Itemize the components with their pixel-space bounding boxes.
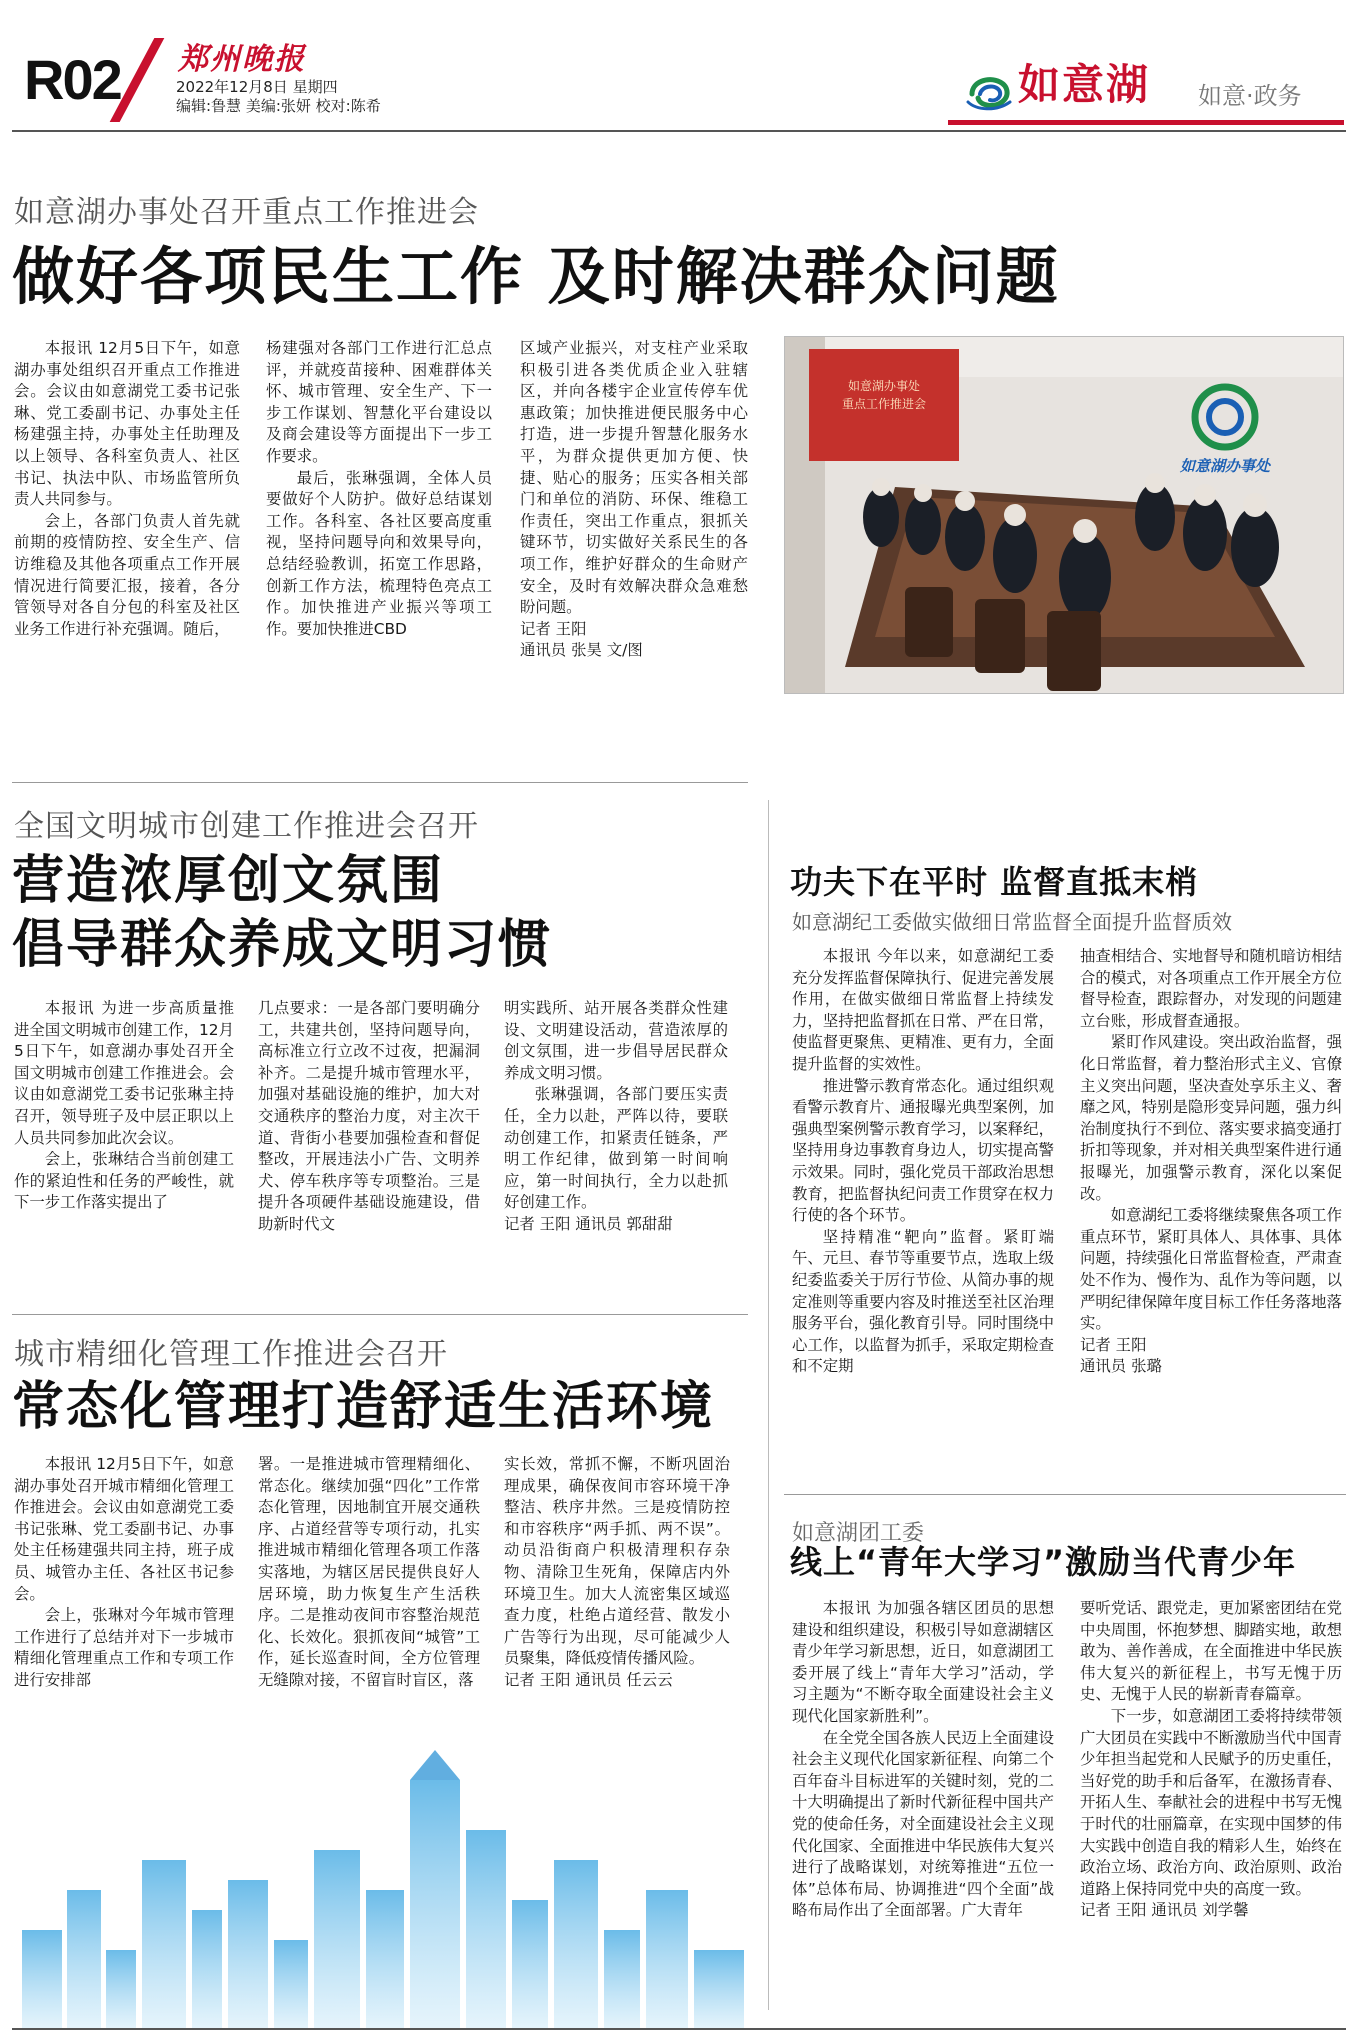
article1-byline-reporter: 记者 王阳 bbox=[520, 619, 587, 638]
page-number: R02 bbox=[24, 48, 121, 111]
article4-paragraph: 本报讯 12月5日下午，如意湖办事处召开城市精细化管理工作推进会。会议由如意湖党工委书记张琳、党工委副书记、办事处主任杨建强共同主持，班子成员、城管办主任、各社区书记参会。 bbox=[14, 1455, 234, 1603]
article1-column-1 bbox=[14, 338, 240, 698]
article2-column-2 bbox=[258, 998, 480, 1250]
article3-subtitle: 如意湖纪工委做实做细日常监督全面提升监督质效 bbox=[792, 910, 1232, 934]
article2-headline-line2: 倡导群众养成文明习惯 bbox=[12, 915, 553, 975]
article3-byline-reporter: 记者 王阳 bbox=[1080, 1335, 1147, 1354]
newspaper-name: 郑州晚报 bbox=[178, 42, 306, 77]
section-name: 如意湖 bbox=[1018, 60, 1151, 109]
article2-paragraph: 几点要求：一是各部门要明确分工，共建共创，坚持问题导向，高标准立行立改不过夜，把漏洞补齐。二是提升城市管理水平，加强对基础设施的维护，加大对交通秩序的整治力度，对主次干道、背街小巷要加强检查和督促整改，开展违法小广告、文明养犬、停车秩序等专项整治。三是提升各项硬件基础设施建设，借助新时代文 bbox=[258, 999, 480, 1233]
article1-headline: 做好各项民生工作 及时解决群众问题 bbox=[12, 240, 1060, 313]
city-skyline-illustration bbox=[12, 1740, 752, 2030]
article5-column-1 bbox=[792, 1598, 1054, 2020]
article1-paragraph: 会上，各部门负责人首先就前期的疫情防控、安全生产、信访维稳及其他各项重点工作开展情况进行简要汇报，接着，各分管领导对各自分包的科室及社区业务工作进行补充强调。随后， bbox=[14, 511, 240, 638]
issue-date: 2022年12月8日 星期四 bbox=[176, 78, 338, 96]
article1-kicker: 如意湖办事处召开重点工作推进会 bbox=[14, 195, 479, 230]
section-subtitle: 如意·政务 bbox=[1198, 82, 1302, 110]
article4-top-rule bbox=[12, 1314, 748, 1315]
article5-paragraph: 下一步，如意湖团工委将持续带领广大团员在实践中不断激励当代中国青少年担当起党和人民赋予的历史重任，当好党的助手和后备军，在激扬青春、开拓人生、奉献社会的进程中书写无愧于时代的壮丽篇章，在实现中国梦的伟大实践中创造自我的精彩人生，始终在政治立场、政治方向、政治原则、政治道路上保持同党中央的高度一致。 bbox=[1080, 1706, 1342, 1898]
meeting-photo bbox=[784, 336, 1344, 694]
article4-kicker: 城市精细化管理工作推进会召开 bbox=[14, 1337, 448, 1372]
article2-headline-line1: 营造浓厚创文氛围 bbox=[12, 851, 445, 911]
article4-paragraph: 会上，张琳对今年城市管理工作进行了总结并对下一步城市精细化管理重点工作和专项工作进行安排部 bbox=[14, 1606, 234, 1689]
article3-column-2 bbox=[1080, 946, 1342, 1426]
article5-paragraph: 在全党全国各族人民迈上全面建设社会主义现代化国家新征程、向第二个百年奋斗目标进军的关键时刻，党的二十大明确提出了新时代新征程中国共产党的使命任务，对全面建设社会主义现代化国家、全面推进中华民族伟大复兴进行了战略谋划，对统筹推进“五位一体”总体布局、协调推进“四个全面”战略布局作出了全面部署。广大青年 bbox=[792, 1728, 1054, 1920]
article2-column-1 bbox=[14, 998, 234, 1250]
article2-top-rule bbox=[12, 782, 748, 783]
article2-kicker: 全国文明城市创建工作推进会召开 bbox=[14, 809, 479, 844]
article2-paragraph: 本报讯 为进一步高质量推进全国文明城市创建工作，12月5日下午，如意湖办事处召开全国文明城市创建工作推进会。会议由如意湖党工委书记张琳主持召开，领导班子及中层正职以上人员共同参加此次会议。 bbox=[14, 999, 234, 1147]
article4-paragraph: 实长效，常抓不懈，不断巩固治理成果，确保夜间市容环境干净整洁、秩序井然。三是疫情防控和市容秩序“两手抓、两不误”。动员沿街商户积极清理积存杂物、清除卫生死角，保障店内外环境卫生。加大人流密集区域巡查力度，杜绝占道经营、散发小广告等行为出现，尽可能减少人员聚集，降低疫情传播风险。 bbox=[504, 1455, 730, 1668]
section-red-bar bbox=[948, 120, 1344, 125]
photo-screen-text bbox=[815, 377, 953, 413]
article3-paragraph: 抽查相结合、实地督导和随机暗访相结合的模式，对各项重点工作开展全方位督导检查，跟踪督办，对发现的问题建立台账，形成督查通报。 bbox=[1080, 947, 1342, 1030]
article5-byline: 记者 王阳 通讯员 刘学馨 bbox=[1080, 1901, 1249, 1920]
article3-paragraph: 坚持精准“靶向”监督。紧盯端午、元旦、春节等重要节点，选取上级纪委监委关于厉行节俭、从简办事的规定准则等重要内容及时推送至社区治理服务平台，强化教育引导。同时围绕中心工作，以监督为抓手，采取定期检查和不定期 bbox=[792, 1227, 1054, 1376]
article1-column-3 bbox=[520, 338, 748, 698]
article2-paragraph: 明实践所、站开展各类群众性建设、文明建设活动，营造浓厚的创文氛围，进一步倡导居民群众养成文明习惯。 bbox=[504, 999, 728, 1082]
article2-paragraph: 会上，张琳结合当前创建工作的紧迫性和任务的严峻性，就下一步工作落实提出了 bbox=[14, 1150, 234, 1212]
article3-paragraph: 紧盯作风建设。突出政治监督，强化日常监督，着力整治形式主义、官僚主义突出问题，坚决查处享乐主义、奢靡之风，特别是隐形变异问题，强力纠治制度执行不到位、落实要求搞变通打折扣等现象，并对相关典型案件进行通报曝光，加强警示教育，深化以案促改。 bbox=[1080, 1033, 1342, 1203]
article5-kicker: 如意湖团工委 bbox=[792, 1521, 925, 1546]
footer-rule bbox=[12, 2028, 1346, 2030]
editor-credits: 编辑:鲁慧 美编:张妍 校对:陈希 bbox=[176, 97, 381, 115]
spiral-swoosh-logo-icon bbox=[966, 72, 1014, 112]
article4-paragraph: 署。一是推进城市管理精细化、常态化。继续加强“四化”工作常态化管理，因地制宜开展交通秩序、占道经营等专项行动，扎实推进城市精细化管理各项工作落实落地，为辖区居民提供良好人居环境，助力恢复生产生活秩序。二是推动夜间市容整治规范化、长效化。狠抓夜间“城管”工作，延长巡查时间，全方位管理无缝隙对接，不留盲时盲区，落 bbox=[258, 1455, 480, 1689]
article2-paragraph: 张琳强调，各部门要压实责任，全力以赴，严阵以待，要联动创建工作，扣紧责任链条，严明工作纪律，做到第一时间响应，第一时间执行，全力以赴抓好创建工作。 bbox=[504, 1085, 728, 1212]
article5-top-rule bbox=[784, 1494, 1346, 1495]
article2-column-3 bbox=[504, 998, 728, 1250]
article3-column-1 bbox=[792, 946, 1054, 1426]
article4-column-3 bbox=[504, 1454, 730, 1724]
photo-wall-logo-text: 如意湖办事处 bbox=[1179, 457, 1270, 475]
article3-paragraph: 本报讯 今年以来，如意湖纪工委充分发挥监督保障执行、促进完善发展作用，在做实做细日常监督上持续发力，坚持把监督抓在日常、严在日常，使监督更聚焦、更精准、更有力，全面提升监督的实效性。 bbox=[792, 947, 1054, 1073]
article5-paragraph: 要听党话、跟党走，更加紧密团结在党中央周围，怀抱梦想、脚踏实地，敢想敢为、善作善成，在全面推进中华民族伟大复兴的新征程上，书写无愧于历史、无愧于人民的崭新青春篇章。 bbox=[1080, 1599, 1342, 1704]
article3-headline: 功夫下在平时 监督直抵末梢 bbox=[790, 863, 1199, 901]
column-divider bbox=[768, 800, 769, 2010]
article3-byline-correspondent: 通讯员 张璐 bbox=[1080, 1357, 1162, 1376]
photo-screen-line1: 如意湖办事处 bbox=[847, 379, 920, 393]
article2-byline: 记者 王阳 通讯员 郭甜甜 bbox=[504, 1214, 673, 1233]
article5-column-2 bbox=[1080, 1598, 1342, 2020]
article1-paragraph: 最后，张琳强调，全体人员要做好个人防护。做好总结谋划工作。各科室、各社区要高度重视，坚持问题导向和效果导向，总结经验教训，拓宽工作思路，创新工作方法，梳理特色亮点工作。加快推进产业振兴等项工作。要加快推进CBD bbox=[266, 468, 492, 638]
article5-paragraph: 本报讯 为加强各辖区团员的思想建设和组织建设，积极引导如意湖辖区青少年学习新思想，近日，如意湖团工委开展了线上“青年大学习”活动，学习主题为“不断夺取全面建设社会主义现代化国家新胜利”。 bbox=[792, 1599, 1054, 1725]
article4-headline: 常态化管理打造舒适生活环境 bbox=[12, 1377, 715, 1437]
article1-paragraph: 杨建强对各部门工作进行汇总点评，并就疫苗接种、困难群体关怀、城市管理、安全生产、下一步工作谋划、智慧化平台建设以及商会建设等方面提出下一步工作要求。 bbox=[266, 339, 492, 465]
header-rule bbox=[12, 130, 1346, 132]
article1-byline-photo: 通讯员 张昊 文/图 bbox=[520, 641, 643, 660]
article3-paragraph: 推进警示教育常态化。通过组织观看警示教育片、通报曝光典型案例，加强典型案例警示教育学习，以案释纪，坚持用身边事教育身边人，切实提高警示效果。同时，强化党员干部政治思想教育，把监督执纪问责工作贯穿在权力行使的各个环节。 bbox=[792, 1076, 1054, 1225]
article1-paragraph: 本报讯 12月5日下午，如意湖办事处组织召开重点工作推进会。会议由如意湖党工委书记张琳、党工委副书记、办事处主任杨建强主持，办事处主任助理及以上领导、各科室负责人、社区书记、执法中队、市场监管所负责人共同参与。 bbox=[14, 339, 240, 509]
article4-column-2 bbox=[258, 1454, 480, 1724]
photo-screen-line2: 重点工作推进会 bbox=[841, 397, 926, 411]
article4-column-1 bbox=[14, 1454, 234, 1724]
article1-paragraph: 区域产业振兴，对支柱产业采取积极引进各类优质企业入驻辖区，并向各楼宇企业宣传停车优惠政策；加快推进便民服务中心打造，进一步提升智慧化服务水平，为群众提供更加方便、快捷、贴心的服务；压实各相关部门和单位的消防、环保、维稳工作责任，突出工作重点，狠抓关键环节，切实做好关系民生的各项工作，维护好群众的生命财产安全，及时有效解决群众急难愁盼问题。 bbox=[520, 339, 748, 617]
article3-paragraph: 如意湖纪工委将继续聚焦各项工作重点环节，紧盯具体人、具体事、具体问题，持续强化日常监督检查，严肃查处不作为、慢作为、乱作为等问题，以严明纪律保障年度目标工作任务落地落实。 bbox=[1080, 1206, 1342, 1333]
article1-column-2 bbox=[266, 338, 492, 698]
article5-headline: 线上“青年大学习”激励当代青少年 bbox=[790, 1543, 1297, 1581]
article4-byline: 记者 王阳 通讯员 任云云 bbox=[504, 1670, 673, 1689]
